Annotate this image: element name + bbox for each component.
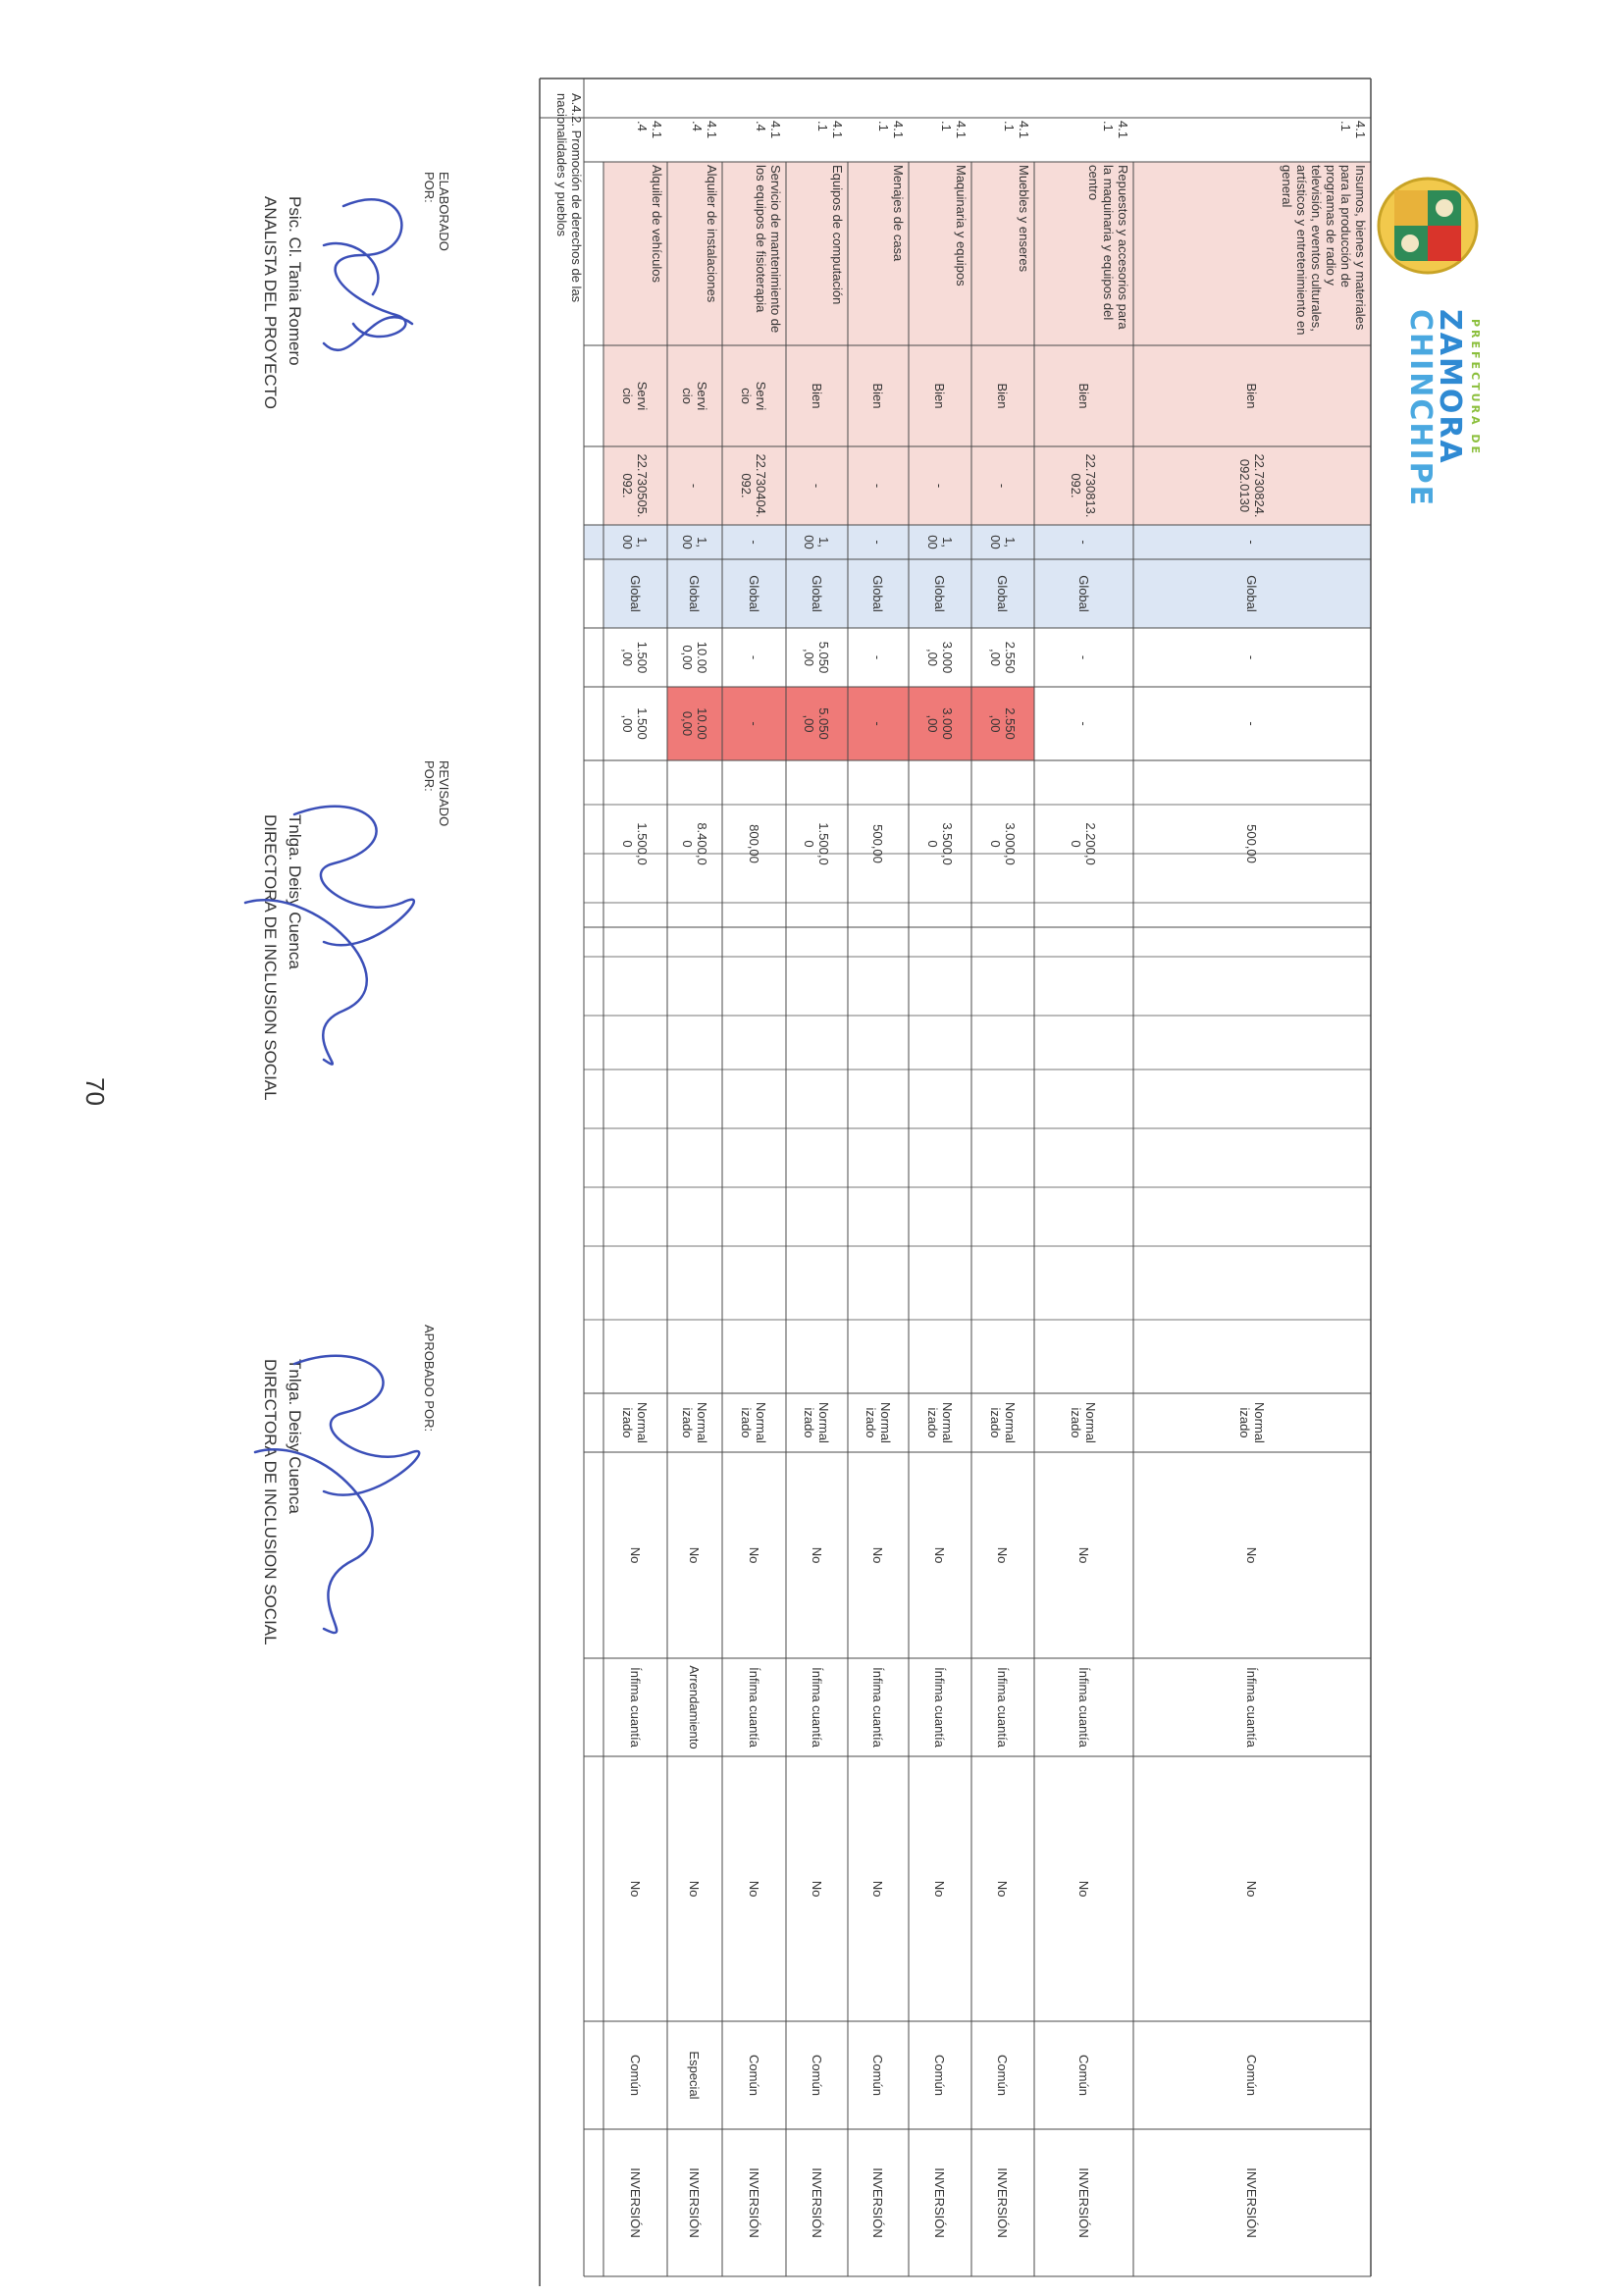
cell-total: 500,00 <box>1244 824 1260 863</box>
section-label: A.4.2. Promoción de derechos de las nacionalidades y pueblos <box>554 93 584 303</box>
row-code: 4.1 .1 <box>1101 121 1130 139</box>
cell-flag: No <box>747 1880 761 1898</box>
cell-c1: - <box>1076 654 1091 660</box>
cell-cat: No <box>870 1546 886 1564</box>
cell-cantidad: 1, 00 <box>988 535 1018 549</box>
cell-unidad: Global <box>932 575 948 612</box>
cell-c1: 3.000 ,00 <box>925 641 955 674</box>
cell-c2: 2.550 ,00 <box>988 707 1018 740</box>
brand-line1: ZAMORA <box>1433 309 1467 465</box>
cell-tipo_proc: Ínfima cuantía <box>628 1667 643 1748</box>
cell-flag: No <box>995 1880 1011 1898</box>
cell-c2: - <box>1244 721 1260 726</box>
cell-item: Alquiler de instalaciones <box>705 165 719 303</box>
cell-tipo: Servi cio <box>739 381 769 411</box>
cell-c2: - <box>1076 721 1091 726</box>
cell-c1: 1.500 ,00 <box>620 641 651 674</box>
cell-total: 3.500,0 0 <box>925 822 955 865</box>
cell-regimen: Común <box>628 2055 643 2096</box>
cell-c1: 10.00 0,00 <box>680 641 709 674</box>
cell-budget: INVERSIÓN <box>747 2167 761 2238</box>
cell-proc: Normal izado <box>925 1402 955 1443</box>
cell-unidad: Global <box>1244 575 1260 612</box>
cell-unidad: Global <box>995 575 1011 612</box>
cell-proc: Normal izado <box>1237 1402 1267 1443</box>
cell-unidad: Global <box>747 575 761 612</box>
cell-total: 800,00 <box>747 824 761 863</box>
cell-flag: No <box>810 1880 824 1898</box>
cell-regimen: Común <box>1244 2055 1260 2096</box>
cell-partida: - <box>810 483 824 489</box>
cell-c2: 1.500 ,00 <box>620 707 651 740</box>
brand-line2: CHINCHIPE <box>1403 309 1438 508</box>
cell-tipo_proc: Ínfima cuantía <box>870 1667 886 1748</box>
cell-item: Repuestos y accesorios para la maquinaria y equipos del centro <box>1086 165 1130 334</box>
cell-budget: INVERSIÓN <box>1244 2167 1260 2238</box>
cell-total: 2.200,0 0 <box>1069 822 1099 865</box>
revisado-name: Tnlga. Deisy Cuenca <box>286 814 304 969</box>
cell-cantidad: 1, 00 <box>680 535 709 549</box>
cell-c2: - <box>870 721 886 726</box>
cell-tipo_proc: Ínfima cuantía <box>1244 1667 1260 1748</box>
cell-cat: No <box>628 1546 643 1564</box>
cell-tipo: Bien <box>870 383 886 409</box>
cell-item: Insumos, bienes y materiales para la producción de programas de radio y televisión, eventos culturales, artísticos y entretenimiento en general <box>1280 165 1368 339</box>
cell-total: 500,00 <box>870 824 886 863</box>
cell-regimen: Común <box>1076 2055 1091 2096</box>
row-code: 4.1 .4 <box>754 121 783 139</box>
row-code: 4.1 .1 <box>815 121 845 139</box>
cell-item: Maquinaria y equipos <box>954 165 969 287</box>
cell-tipo: Bien <box>1244 383 1260 409</box>
cell-partida: 22.730404. 092. <box>739 453 769 518</box>
cell-regimen: Común <box>995 2055 1011 2096</box>
cell-total: 3.000,0 0 <box>988 822 1018 865</box>
cell-tipo_proc: Arrendamiento <box>687 1665 703 1749</box>
row-code: 4.1 .1 <box>939 121 969 139</box>
cell-cat: No <box>1244 1546 1260 1564</box>
cell-cat: No <box>932 1546 948 1564</box>
cell-tipo: Bien <box>995 383 1011 409</box>
cell-item: Equipos de computación <box>830 165 845 305</box>
cell-budget: INVERSIÓN <box>628 2167 643 2238</box>
cell-unidad: Global <box>810 575 824 612</box>
cell-budget: INVERSIÓN <box>1076 2167 1091 2238</box>
cell-proc: Normal izado <box>680 1402 709 1443</box>
cell-partida: - <box>687 483 703 489</box>
cell-tipo_proc: Ínfima cuantía <box>995 1667 1011 1748</box>
aprobado-role: DIRECTORA DE INCLUSION SOCIAL <box>261 1359 280 1645</box>
cell-tipo_proc: Ínfima cuantía <box>747 1667 761 1748</box>
revisado-label: REVISADO POR: <box>422 760 451 827</box>
revisado-role: DIRECTORA DE INCLUSION SOCIAL <box>261 814 280 1101</box>
cell-c1: - <box>1244 654 1260 660</box>
row-code: 4.1 .4 <box>635 121 664 139</box>
cell-regimen: Especial <box>687 2051 703 2100</box>
cell-cantidad: - <box>1076 540 1091 545</box>
cell-c2: 10.00 0,00 <box>680 707 709 740</box>
cell-tipo: Servi cio <box>680 381 709 411</box>
cell-cantidad: - <box>747 540 761 545</box>
cell-item: Alquiler de vehículos <box>650 165 664 283</box>
cell-cantidad: 1, 00 <box>925 535 955 549</box>
aprobado-name: Tnlga. Deisy Cuenca <box>286 1359 304 1514</box>
cell-tipo_proc: Ínfima cuantía <box>932 1667 948 1748</box>
cell-flag: No <box>628 1880 643 1898</box>
cell-c2: 5.050 ,00 <box>802 707 832 740</box>
cell-c1: - <box>870 654 886 660</box>
cell-proc: Normal izado <box>988 1402 1018 1443</box>
cell-budget: INVERSIÓN <box>995 2167 1011 2238</box>
cell-cantidad: - <box>870 540 886 545</box>
cell-unidad: Global <box>870 575 886 612</box>
cell-cat: No <box>1076 1546 1091 1564</box>
cell-item: Servicio de mantenimiento de los equipos de fisioterapia <box>754 165 783 337</box>
cell-c2: - <box>747 721 761 726</box>
cell-proc: Normal izado <box>802 1402 832 1443</box>
cell-partida: - <box>870 483 886 489</box>
cell-total: 1.500,0 0 <box>802 822 832 865</box>
page-number: 70 <box>80 1077 110 1106</box>
cell-tipo_proc: Ínfima cuantía <box>1076 1667 1091 1748</box>
cell-unidad: Global <box>1076 575 1091 612</box>
elaborado-label: ELABORADO POR: <box>422 172 451 251</box>
cell-tipo: Bien <box>810 383 824 409</box>
cell-regimen: Común <box>870 2055 886 2096</box>
row-code: 4.1 .4 <box>690 121 719 139</box>
cell-c2: 3.000 ,00 <box>925 707 955 740</box>
cell-total: 1.500,0 0 <box>620 822 651 865</box>
brand-small: PREFECTURA DE <box>1469 319 1482 457</box>
cell-partida: - <box>932 483 948 489</box>
cell-partida: - <box>995 483 1011 489</box>
cell-regimen: Común <box>810 2055 824 2096</box>
cell-item: Menajes de casa <box>891 165 906 262</box>
cell-partida: 22.730824. 092.0130 <box>1237 453 1267 518</box>
cell-budget: INVERSIÓN <box>687 2167 703 2238</box>
cell-cantidad: - <box>1244 540 1260 545</box>
cell-budget: INVERSIÓN <box>870 2167 886 2238</box>
cell-flag: No <box>932 1880 948 1898</box>
cell-tipo_proc: Ínfima cuantía <box>810 1667 824 1748</box>
cell-regimen: Común <box>932 2055 948 2096</box>
cell-budget: INVERSIÓN <box>810 2167 824 2238</box>
cell-proc: Normal izado <box>620 1402 651 1443</box>
row-code: 4.1 .1 <box>1338 121 1368 139</box>
cell-flag: No <box>870 1880 886 1898</box>
cell-partida: 22.730813. 092. <box>1069 453 1099 518</box>
cell-proc: Normal izado <box>739 1402 769 1443</box>
cell-budget: INVERSIÓN <box>932 2167 948 2238</box>
cell-total: 8.400,0 0 <box>680 822 709 865</box>
cell-flag: No <box>1076 1880 1091 1898</box>
cell-unidad: Global <box>687 575 703 612</box>
cell-tipo: Servi cio <box>620 381 651 411</box>
cell-flag: No <box>687 1880 703 1898</box>
elaborado-role: ANALISTA DEL PROYECTO <box>261 196 280 409</box>
cell-cat: No <box>995 1546 1011 1564</box>
cell-regimen: Común <box>747 2055 761 2096</box>
cell-unidad: Global <box>628 575 643 612</box>
elaborado-name: Psic. Cl. Tania Romero <box>286 196 304 366</box>
cell-c1: 2.550 ,00 <box>988 641 1018 674</box>
cell-tipo: Bien <box>932 383 948 409</box>
cell-cantidad: 1, 00 <box>802 535 832 549</box>
cell-item: Muebles y enseres <box>1017 165 1031 273</box>
cell-c1: 5.050 ,00 <box>802 641 832 674</box>
cell-proc: Normal izado <box>864 1402 893 1443</box>
cell-proc: Normal izado <box>1069 1402 1099 1443</box>
aprobado-label: APROBADO POR: <box>422 1325 437 1433</box>
row-code: 4.1 .1 <box>1002 121 1031 139</box>
row-code: 4.1 .1 <box>876 121 906 139</box>
cell-cat: No <box>687 1546 703 1564</box>
cell-cantidad: 1, 00 <box>620 535 651 549</box>
cell-flag: No <box>1244 1880 1260 1898</box>
cell-cat: No <box>747 1546 761 1564</box>
cell-cat: No <box>810 1546 824 1564</box>
prefectura-logo <box>1369 172 1487 545</box>
cell-partida: 22.730505. 092. <box>620 453 651 518</box>
cell-c1: - <box>747 654 761 660</box>
cell-tipo: Bien <box>1076 383 1091 409</box>
